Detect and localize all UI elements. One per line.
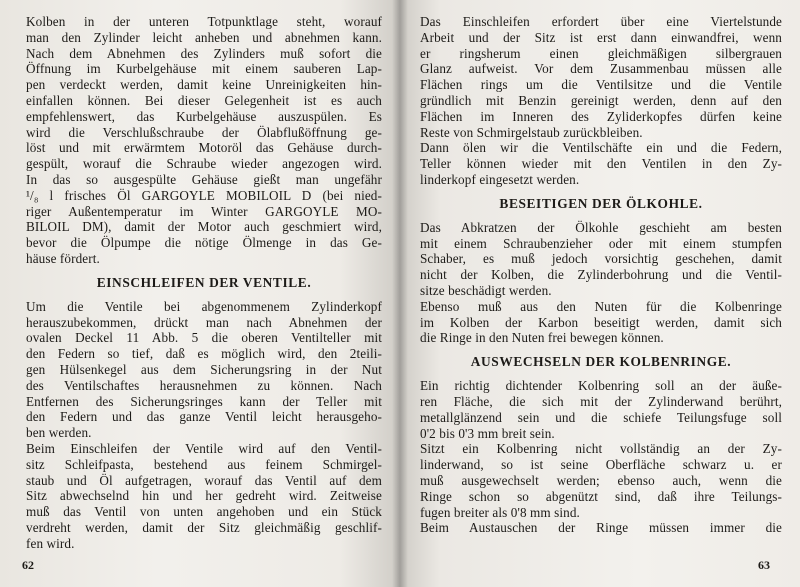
text-line: Ringe schon so abgenützt sind, daß ihre Teilungs-: [420, 488, 782, 504]
text-line: Glanz aufweist. Vor dem Zusammenbau müssen alle: [420, 61, 782, 77]
text-line: gespült, worauf die Schraube wieder angezogen wird.: [26, 156, 382, 172]
text-line: muß ausgewechselt werden; ebenso auch, wenn die: [420, 472, 782, 488]
text-line: fugen breiter als 0'8 mm sind.: [420, 504, 580, 520]
right-paragraph-2: [420, 140, 782, 187]
text-line: Teller können wieder mit den Ventilen in den Zy-: [420, 156, 782, 172]
text-line: Arbeit und der Sitz ist erst dann einwandfrei, wenn: [420, 29, 782, 45]
text-line: ren Fläche, die sich mit der Zylinderwand berührt,: [420, 393, 782, 409]
text-line: Dann ölen wir die Ventilschäfte ein und die Federn,: [420, 140, 782, 156]
text-line: gen Hülsenkegel aus dem Sicherungsring in der Nut: [26, 361, 382, 377]
text-line: fen wird.: [26, 535, 75, 551]
text-line: Beim Austauschen der Ringe müssen immer die: [420, 520, 782, 536]
text-line: linderwand, so ist seine Oberfläche schwarz u. er: [420, 457, 782, 473]
text-line: häuse fördert.: [26, 250, 100, 266]
text-line: man den Zylinder leicht anheben und abnehmen kann.: [26, 29, 382, 45]
text-line: des Ventilschaftes herausnehmen zu können. Nach: [26, 377, 382, 393]
text-line: Flächen im Inneren des Zyliderkopfes dürfen keine: [420, 108, 782, 124]
text-line: Um die Ventile bei abgenommenem Zylinderkopf: [26, 298, 382, 314]
text-line: Das Einschleifen erfordert über eine Viertelstunde: [420, 14, 782, 29]
text-line: wird die Verschlußschraube der Ölabflußöffnung ge-: [26, 124, 382, 140]
page-number-right: 63: [758, 558, 770, 572]
right-paragraph-7: [420, 520, 782, 536]
text-line: linderkopf eingesetzt werden.: [420, 171, 580, 187]
text-line: Nach dem Abnehmen des Zylinders muß sofort die: [26, 45, 382, 61]
text-line: 0'2 bis 0'3 mm breit sein.: [420, 425, 555, 441]
left-paragraph-2: [26, 299, 382, 441]
text-line: Sitz abwechselnd hin und her gedreht wird. Zeitweise: [26, 488, 382, 504]
text-line: den Federn und das ganze Ventil leicht herausgeho-: [26, 409, 382, 425]
text-line: Öffnung im Kurbelgehäuse mit einem sauberen Lap-: [26, 61, 382, 77]
text-line: herauszubekommen, drückt man nach Abnehmen der: [26, 314, 382, 330]
text-line: den Federn so tief, daß es möglich wird, den 2teili-: [26, 346, 382, 362]
text-line: Das Abkratzen der Ölkohle geschieht am besten: [420, 219, 782, 235]
section-heading-einschleifen: EINSCHLEIFEN DER VENTILE.: [96, 274, 312, 290]
right-paragraph-1: [420, 14, 782, 140]
text-line: Beim Einschleifen der Ventile wird auf den Ventil-: [26, 440, 382, 456]
text-line: die Ringe in den Nuten frei bewegen können.: [420, 330, 664, 346]
text-line: einfallen können. Bei dieser Gelegenheit ist es auch: [26, 92, 382, 108]
text-line: BILOIL DM), damit der Motor auch geschmiert wird,: [26, 219, 382, 235]
text-line: sitze beschädigt werden.: [420, 282, 552, 298]
text-line: verdreht werden, damit der Sitz gleichmäßig geschlif-: [26, 519, 382, 535]
text-line: riger Außentemperatur im Winter GARGOYLE MO-: [26, 203, 382, 219]
text-line: Sitzt ein Kolbenring nicht vollständig an der Zy-: [420, 441, 782, 457]
right-paragraph-5: [420, 378, 782, 441]
right-page: [400, 0, 800, 587]
text-line: gründlich mit Benzin gereinigt werden, denn auf den: [420, 92, 782, 108]
text-line: Kolben in der unteren Totpunktlage steht, worauf: [26, 14, 382, 29]
text-line: Flächen rings um die Ventilsitze und die Ventile: [420, 77, 782, 93]
text-line: Entfernen des Sicherungsringes kann der Teller mit: [26, 393, 382, 409]
text-line: mit einem Schraubenzieher oder mit einem stumpfen: [420, 235, 782, 251]
right-paragraph-6: [420, 441, 782, 520]
text-line: metallglänzend sein und die schiefe Teilungsfuge soll: [420, 409, 782, 425]
text-line: In das so ausgespülte Gehäuse gießt man ungefähr: [26, 171, 382, 187]
right-paragraph-4: [420, 299, 782, 346]
text-line: er ringsherum einen gleichmäßigen silbergrauen: [420, 45, 782, 61]
text-line: Reste von Schmirgelstaub zurückbleiben.: [420, 124, 643, 140]
left-paragraph-1: [26, 14, 382, 267]
text-line: staub und Öl aufgetragen, worauf das Ventil auf dem: [26, 472, 382, 488]
text-line: pen verdeckt werden, damit keine Unreinigkeiten hin-: [26, 77, 382, 93]
right-paragraph-3: [420, 220, 782, 299]
text-line: nicht der Kolben, die Zylinderbohrung und die Ventil-: [420, 267, 782, 283]
left-paragraph-3: [26, 441, 382, 552]
text-line: ben werden.: [26, 425, 92, 441]
text-line: im Kolben der Karbon beseitigt werden, damit sich: [420, 314, 782, 330]
text-line: ¹/₈ l frisches Öl GARGOYLE MOBILOIL D (bei nied-: [26, 187, 382, 203]
text-line: ovalen Deckel 11 Abb. 5 die oberen Ventilteller mit: [26, 330, 382, 346]
text-line: Ebenso muß aus den Nuten für die Kolbenringe: [420, 298, 782, 314]
section-heading-kolbenringe: AUSWECHSELN DER KOLBENRINGE.: [470, 354, 732, 370]
text-line: bevor die Ölpumpe die nötige Ölmenge in das Ge-: [26, 235, 382, 251]
text-line: empfehlenswert, das Kurbelgehäuse auszuspülen. Es: [26, 108, 382, 124]
text-line: löst und mit erwärmtem Motoröl das Gehäuse durch-: [26, 140, 382, 156]
section-heading-oelkohle: BESEITIGEN DER ÖLKOHLE.: [499, 195, 703, 211]
page-number-left: 62: [22, 558, 34, 572]
text-line: Schaber, es muß jedoch vorsichtig geschehen, damit: [420, 251, 782, 267]
text-line: muß das Ventil von unten angehoben und ein Stück: [26, 504, 382, 520]
text-line: sitz Schleifpasta, bestehend aus feinem Schmirgel-: [26, 456, 382, 472]
text-line: Ein richtig dichtender Kolbenring soll an der äuße-: [420, 378, 782, 394]
